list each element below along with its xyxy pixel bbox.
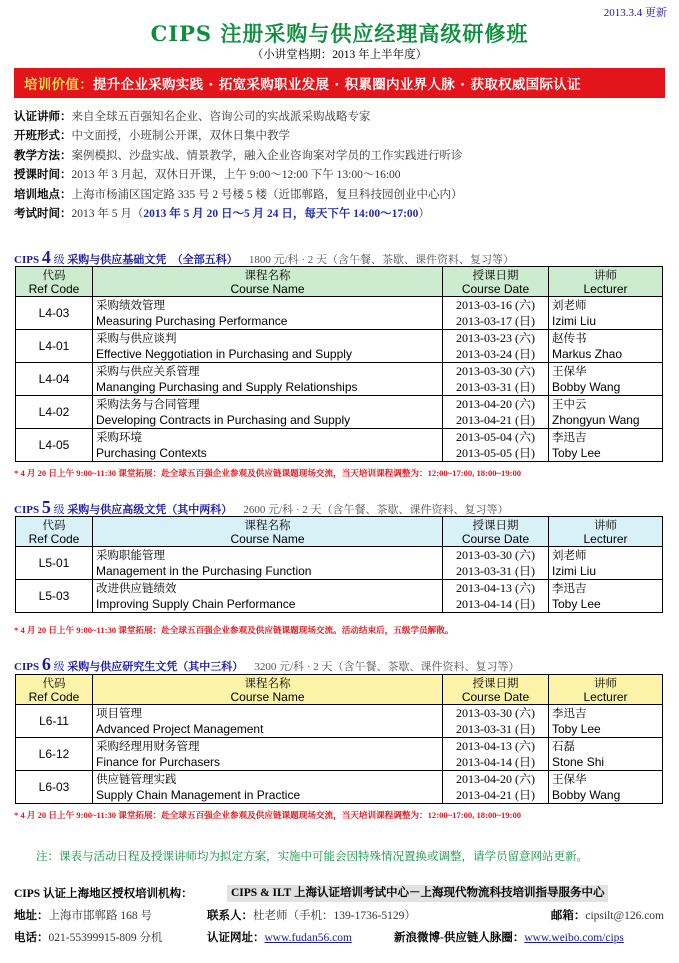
course-date: 2013-03-30 (六) 2013-03-31 (日) — [443, 363, 549, 396]
header-lecturer: 讲师 Lecturer — [549, 675, 663, 705]
course-lecturer: 刘老师 Izimi Liu — [549, 547, 663, 580]
banner-lead: 培训价值： — [24, 77, 93, 93]
header-name: 课程名称 Course Name — [93, 675, 443, 705]
header-code: 代码 Ref Code — [16, 517, 93, 547]
course-info — [14, 108, 674, 224]
course-date: 2013-04-13 (六) 2013-04-14 (日) — [443, 738, 549, 771]
header-name: 课程名称 Course Name — [93, 267, 443, 297]
course-date: 2013-04-20 (六) 2013-04-21 (日) — [443, 396, 549, 429]
weibo-link[interactable]: www.weibo.com/cips — [524, 932, 624, 944]
level5-heading: CIPS 5 级 采购与供应高级文凭（其中两科） 2600 元/科 · 2 天（含午餐、茶歇、课件资料、复习等） — [14, 497, 509, 517]
org-name: CIPS & ILT 上海认证培训考试中心－上海现代物流科技培训指导服务中心 — [227, 885, 608, 902]
course-lecturer: 赵传书 Markus Zhao — [549, 330, 663, 363]
page-title: CIPS 注册采购与供应经理高级研修班 — [150, 21, 529, 46]
level4-table — [15, 266, 663, 462]
course-date: 2013-04-20 (六) 2013-04-21 (日) — [443, 771, 549, 804]
header-date: 授课日期 Course Date — [443, 267, 549, 297]
page-subtitle: （小讲堂档期：2013 年上半年度） — [251, 49, 428, 61]
table-row — [16, 580, 663, 613]
course-lecturer: 王中云 Zhongyun Wang — [549, 396, 663, 429]
course-name: 采购绩效管理 Measuring Purchasing Performance — [93, 297, 443, 330]
course-lecturer: 李迅吉 Toby Lee — [549, 429, 663, 462]
table-row — [16, 429, 663, 462]
course-name: 采购职能管理 Management in the Purchasing Function — [93, 547, 443, 580]
value-banner — [14, 68, 665, 98]
course-name: 采购环境 Purchasing Contexts — [93, 429, 443, 462]
course-date: 2013-03-30 (六) 2013-03-31 (日) — [443, 547, 549, 580]
table-row — [16, 330, 663, 363]
course-lecturer: 石磊 Stone Shi — [549, 738, 663, 771]
course-date: 2013-03-16 (六) 2013-03-17 (日) — [443, 297, 549, 330]
course-name: 采购与供应关系管理 Mananging Purchasing and Supply Relationships — [93, 363, 443, 396]
course-lecturer: 李迅吉 Toby Lee — [549, 580, 663, 613]
contact-person: 杜老师（手机：139-1736-5129） — [253, 910, 416, 922]
header-code: 代码 Ref Code — [16, 267, 93, 297]
course-code: L4-05 — [16, 429, 93, 462]
level5-note: * 4 月 20 日上午 9:00~11:30 课堂拓展：赴全球五百强企业参观及供应链课题现场交流。活动结束后，五级学员解散。 — [14, 625, 454, 635]
info-method: 教学方法：案例模拟、沙盘实战、情景教学，融入企业咨询案对学员的工作实践进行听诊 — [14, 149, 463, 162]
course-lecturer: 王保华 Bobby Wang — [549, 363, 663, 396]
header-name: 课程名称 Course Name — [93, 517, 443, 547]
level6-heading: CIPS 6 级 采购与供应研究生文凭（其中三科） 3200 元/科 · 2 天（含午餐、茶歇、课件资料、复习等） — [14, 654, 520, 674]
auth-label: CIPS 认证上海地区授权培训机构： — [14, 888, 193, 900]
course-date: 2013-05-04 (六) 2013-05-05 (日) — [443, 429, 549, 462]
footer-org-row — [14, 883, 674, 905]
table-row — [16, 738, 663, 771]
table-row — [16, 297, 663, 330]
banner-text: 提升企业采购实践 · 拓宽采购职业发展 · 积累圈内业界人脉 · 获取权威国际认证 — [93, 77, 581, 93]
info-place: 培训地点：上海市杨浦区国定路 335 号 2 号楼 5 楼（近邯郸路，复旦科技园创业中心内） — [14, 188, 463, 201]
footer-web-row: 电话：021-55399915-809 分机 认证网址：www.fudan56.com 新浪微博-供应链人脉圈：www.weibo.com/cips — [14, 932, 624, 944]
course-lecturer: 刘老师 Izimi Liu — [549, 297, 663, 330]
table-row — [16, 705, 663, 738]
course-code: L6-03 — [16, 771, 93, 804]
level6-note: * 4 月 20 日上午 9:00~11:30 课堂拓展：赴全球五百强企业参观及供应链课题现场交流，当天培训课程调整为：12:00~17:00, 18:00~19:00 — [14, 810, 522, 820]
footer-contact-row: 地址：上海市邯郸路 168 号 联系人：杜老师（手机：139-1736-5129） 邮箱：cipsilt@126.com — [14, 910, 664, 922]
course-date: 2013-03-23 (六) 2013-03-24 (日) — [443, 330, 549, 363]
course-name: 改进供应链绩效 Improving Supply Chain Performance — [93, 580, 443, 613]
course-name: 采购与供应谈判 Effective Neggotiation in Purchasing and Supply — [93, 330, 443, 363]
email[interactable]: cipsilt@126.com — [585, 910, 664, 922]
level5-table — [15, 516, 663, 613]
course-name: 采购经理用财务管理 Finance for Purchasers — [93, 738, 443, 771]
course-date: 2013-04-13 (六) 2013-04-14 (日) — [443, 580, 549, 613]
update-date: 2013.3.4 更新 — [603, 7, 667, 19]
course-code: L4-04 — [16, 363, 93, 396]
address: 上海市邯郸路 168 号 — [48, 910, 152, 922]
table-header-row — [16, 267, 663, 297]
table-row — [16, 547, 663, 580]
course-code: L6-11 — [16, 705, 93, 738]
course-code: L4-01 — [16, 330, 93, 363]
level4-heading: CIPS 4 级 采购与供应基础文凭 （全部五科） 1800 元/科 · 2 天（含午餐、茶歇、课件资料、复习等） — [14, 247, 515, 267]
header-date: 授课日期 Course Date — [443, 675, 549, 705]
table-row — [16, 363, 663, 396]
course-code: L6-12 — [16, 738, 93, 771]
course-lecturer: 李迅吉 Toby Lee — [549, 705, 663, 738]
level6-table — [15, 674, 663, 804]
disclaimer-note: 注：课表与活动日程及授课讲师均为拟定方案，实施中可能会因特殊情况置换或调整，请学员留意网站更新。 — [36, 849, 588, 863]
info-exam: 考试时间：2013 年 5 月（2013 年 5 月 20 日～5 月 24 日，每天下午 14:00～17:00） — [14, 208, 430, 221]
info-time: 授课时间：2013 年 3 月起，双休日开课，上午 9:00～12:00 下午 13:00～16:00 — [14, 169, 401, 182]
course-code: L4-03 — [16, 297, 93, 330]
info-format: 开班形式：中文面授，小班制公开课，双休日集中教学 — [14, 130, 290, 143]
course-code: L5-01 — [16, 547, 93, 580]
website-link[interactable]: www.fudan56.com — [264, 932, 352, 944]
phone: 021-55399915-809 分机 — [48, 932, 163, 944]
info-lecturer: 认证讲师：来自全球五百强知名企业、咨询公司的实战派采购战略专家 — [14, 111, 371, 123]
course-name: 供应链管理实践 Supply Chain Management in Practice — [93, 771, 443, 804]
course-lecturer: 王保华 Bobby Wang — [549, 771, 663, 804]
header-lecturer: 讲师 Lecturer — [549, 517, 663, 547]
header-lecturer: 讲师 Lecturer — [549, 267, 663, 297]
table-row — [16, 771, 663, 804]
course-name: 采购法务与合同管理 Developing Contracts in Purchasing and Supply — [93, 396, 443, 429]
course-name: 项目管理 Advanced Project Management — [93, 705, 443, 738]
footer — [14, 883, 674, 949]
course-code: L5-03 — [16, 580, 93, 613]
table-header-row — [16, 517, 663, 547]
course-code: L4-02 — [16, 396, 93, 429]
table-header-row — [16, 675, 663, 705]
level4-note: * 4 月 20 日上午 9:00~11:30 课堂拓展：赴全球五百强企业参观及供应链课题现场交流，当天培训课程调整为：12:00~17:00, 18:00~19:00 — [14, 468, 522, 478]
course-date: 2013-03-30 (六) 2013-03-31 (日) — [443, 705, 549, 738]
header-code: 代码 Ref Code — [16, 675, 93, 705]
header-date: 授课日期 Course Date — [443, 517, 549, 547]
table-row — [16, 396, 663, 429]
